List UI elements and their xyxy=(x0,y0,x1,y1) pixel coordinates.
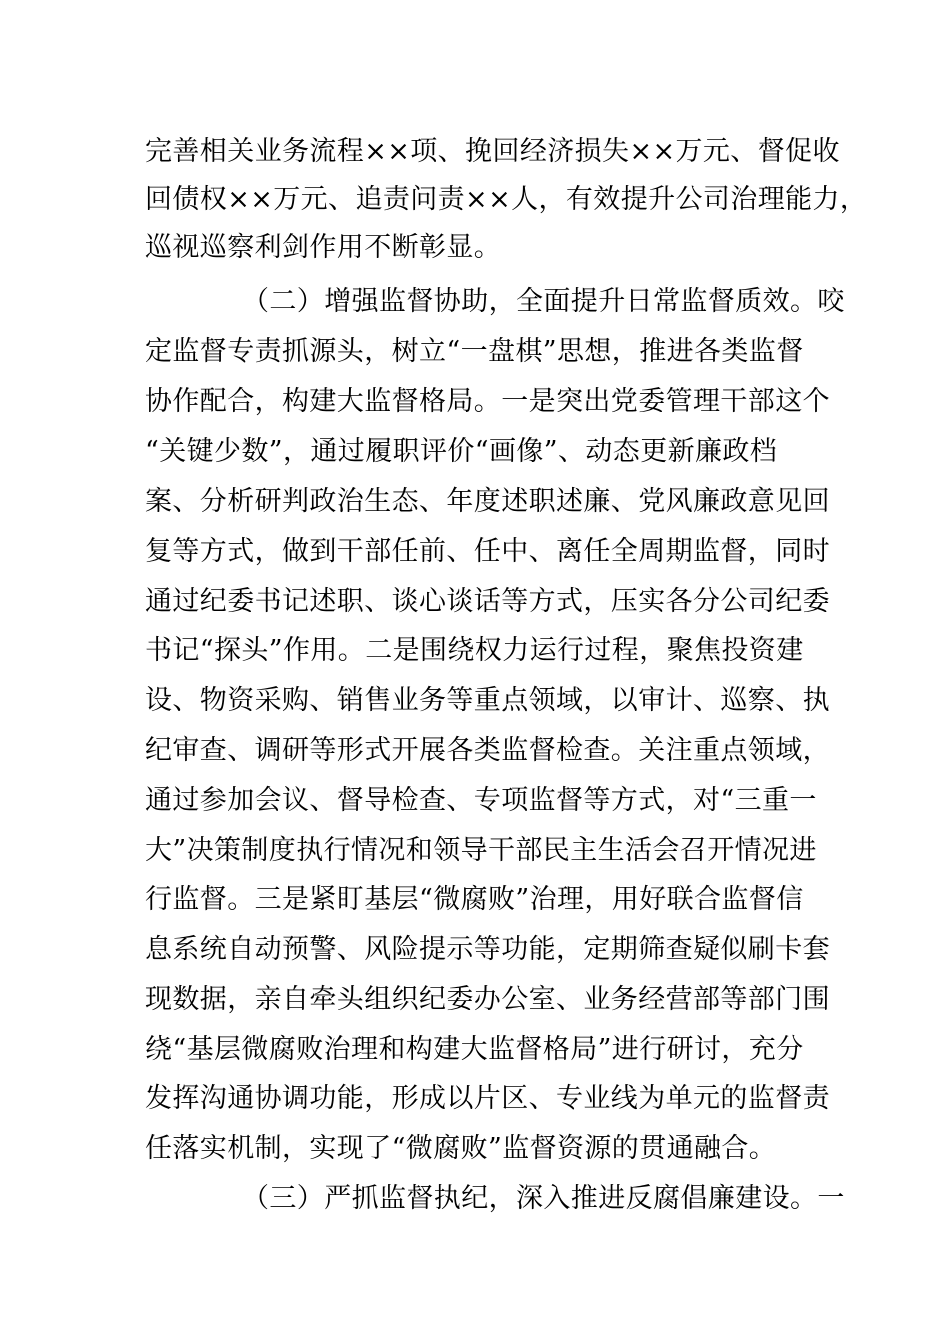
text-line: 通过纪委书记述职、谈心谈话等方式，压实各分公司纪委 xyxy=(145,586,830,617)
text-line: 设、物资采购、销售业务等重点领域，以审计、巡察、执 xyxy=(145,685,830,716)
text-line: 行监督。三是紧盯基层“微腐败”治理，用好联合监督信 xyxy=(145,884,804,915)
text-line: 书记“探头”作用。二是围绕权力运行过程，聚焦投资建 xyxy=(145,635,804,666)
text-line: 完善相关业务流程××项、挽回经济损失××万元、督促收 xyxy=(145,136,840,167)
text-line: 息系统自动预警、风险提示等功能，定期筛查疑似刷卡套 xyxy=(145,934,830,965)
text-line: 定监督专责抓源头，树立“一盘棋”思想，推进各类监督 xyxy=(145,336,804,367)
text-line: 现数据，亲自牵头组织纪委办公室、业务经营部等部门围 xyxy=(145,984,830,1015)
text-line: 纪审查、调研等形式开展各类监督检查。关注重点领域， xyxy=(145,735,830,766)
text-line: 回债权××万元、追责问责××人，有效提升公司治理能力， xyxy=(145,184,868,215)
text-line: 通过参加会议、督导检查、专项监督等方式，对“三重一 xyxy=(145,785,817,816)
text-line: “关键少数”，通过履职评价“画像”、动态更新廉政档 xyxy=(145,436,778,467)
text-line: 任落实机制，实现了“微腐败”监督资源的贯通融合。 xyxy=(145,1133,777,1164)
text-line: 大”决策制度执行情况和领导干部民主生活会召开情况进 xyxy=(145,835,817,866)
text-line: 巡视巡察利剑作用不断彰显。 xyxy=(145,232,502,263)
section-heading-3: （三）严抓监督执纪，深入推进反腐倡廉建设。一 xyxy=(242,1183,845,1214)
text-line: 案、分析研判政治生态、年度述职述廉、党风廉政意见回 xyxy=(145,486,830,517)
text-line: 绕“基层微腐败治理和构建大监督格局”进行研讨，充分 xyxy=(145,1034,804,1065)
text-line: 发挥沟通协调功能，形成以片区、专业线为单元的监督责 xyxy=(145,1083,830,1114)
text-line: 复等方式，做到干部任前、任中、离任全周期监督，同时 xyxy=(145,536,830,567)
section-heading-2: （二）增强监督协助，全面提升日常监督质效。咬 xyxy=(242,286,845,317)
text-line: 协作配合，构建大监督格局。一是突出党委管理干部这个 xyxy=(145,386,830,417)
